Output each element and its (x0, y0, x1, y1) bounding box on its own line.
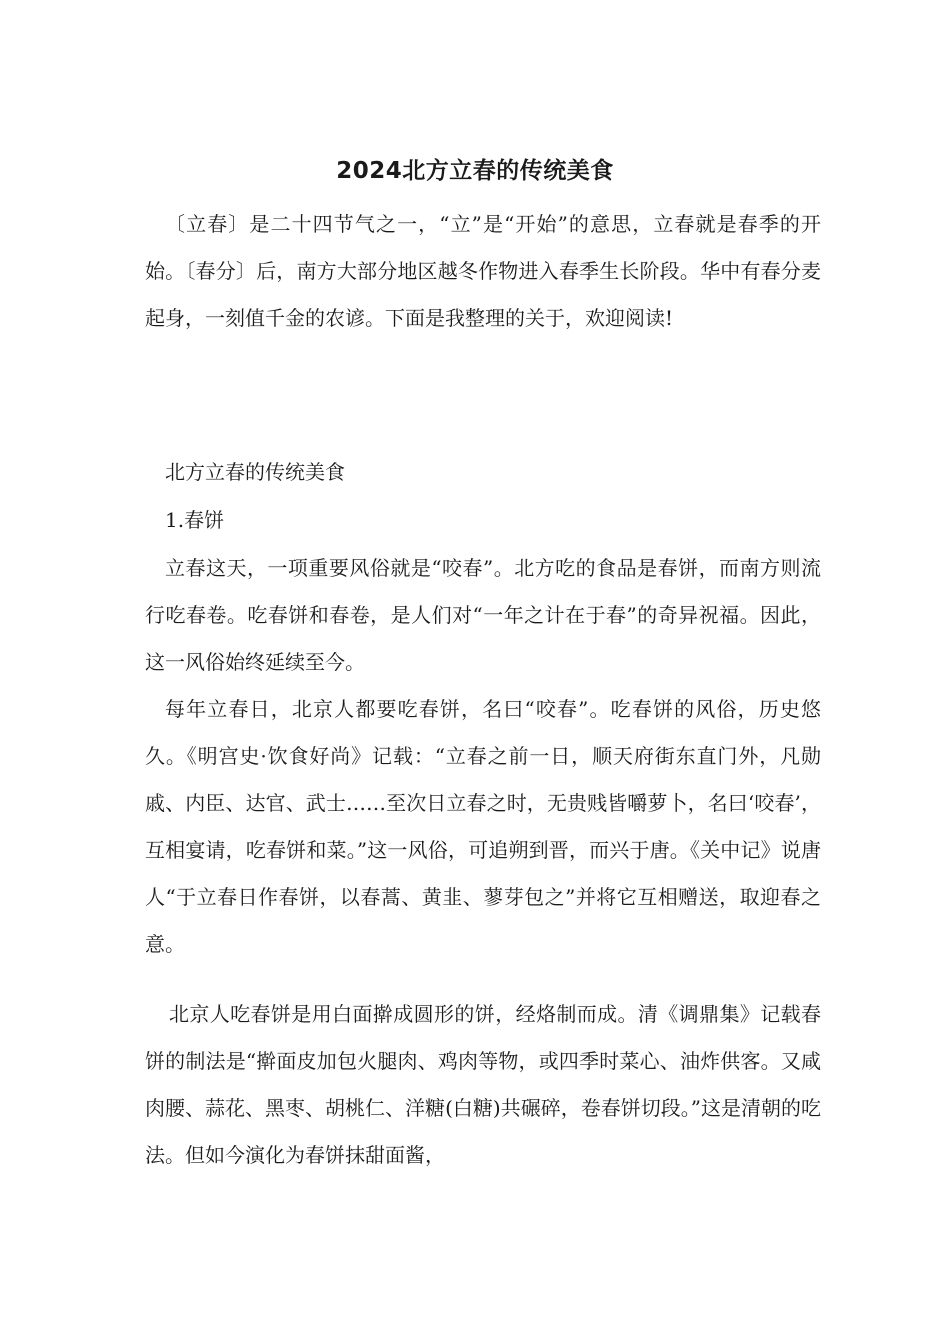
body-paragraph-continuation: 但如今演化为春饼抹甜面酱， (185, 1143, 445, 1167)
body-paragraph (145, 991, 821, 1179)
body-paragraph: 每年立春日，北京人都要吃春饼，名曰“咬春”。吃春饼的风俗，历史悠久。《明宫史·饮食好尚》记载：“立春之前一日，顺天府街东直门外，凡勋戚、内臣、达官、武士……至次日立春之时，无贵贱皆嚼萝卜，名曰‘咬春’，互相宴请，吃春饼和菜。”这一风俗，可追朔到晋，而兴于唐。《关中记》说唐人“于立春日作春饼，以春蒿、黄韭、蓼芽包之”并将它互相赠送，取迎春之意。 (145, 697, 821, 956)
section-heading: 北方立春的传统美食 (165, 460, 345, 484)
document-title: 2024北方立春的传统美食 (336, 158, 614, 184)
intro-paragraph: 〔立春〕是二十四节气之一，“立”是“开始”的意思，立春就是春季的开始。〔春分〕后，南方大部分地区越冬作物进入春季生长阶段。华中有春分麦起身，一刻值千金的农谚。下面是我整理的关于，欢迎阅读! (145, 212, 821, 330)
body-paragraph: 立春这天，一项重要风俗就是“咬春”。北方吃的食品是春饼，而南方则流行吃春卷。吃春饼和春卷，是人们对“一年之计在于春”的奇异祝福。因此，这一风俗始终延续至今。 (145, 556, 821, 674)
body-paragraph-text: 北京人吃春饼是用白面擀成圆形的饼，经烙制而成。清《调鼎集》记载春饼的制法是“擀面皮加包火腿肉、鸡肉等物，或四季时菜心、油炸供客。又咸肉腰、蒜花、黑枣、胡桃仁、洋糖(白糖)共碾碎，卷春饼切段。”这是清朝的吃法。 (145, 1002, 821, 1167)
subheading: 1.春饼 (165, 508, 225, 532)
